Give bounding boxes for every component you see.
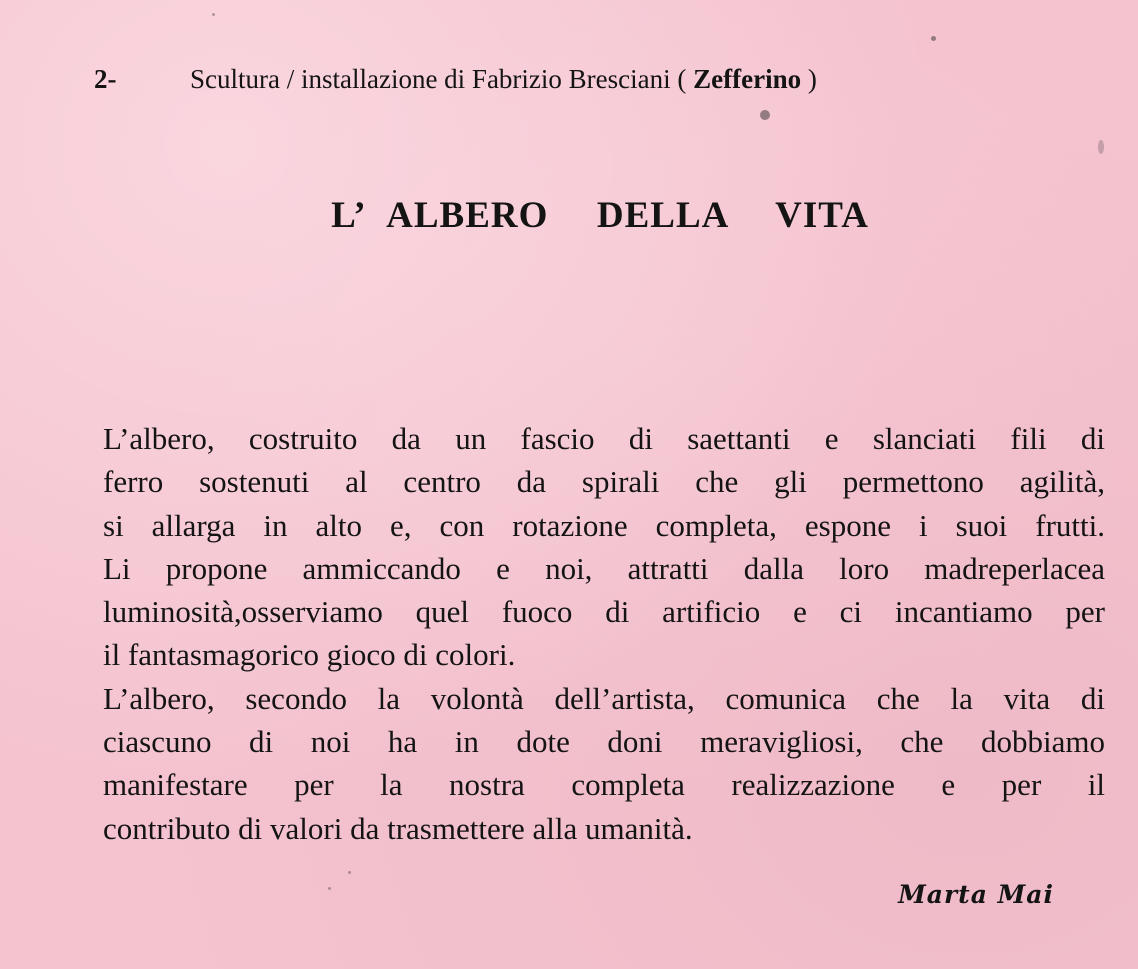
description-body [103, 417, 1105, 850]
page-title: L’ ALBERO DELLA VITA [331, 195, 869, 236]
text-line: L’albero, costruito da un fascio di saettanti e slanciati fili di [103, 421, 1105, 456]
text-line: L’albero, secondo la volontà dell’artista, comunica che la vita di [103, 680, 1105, 716]
speck-mark [1098, 140, 1104, 154]
text-line: contributo di valori da trasmettere alla umanità. [103, 810, 693, 846]
text-line: luminosità,osserviamo quel fuoco di artificio e ci incantiamo per [103, 594, 1105, 630]
text-line: manifestare per la nostra completa realizzazione e per il [103, 767, 1105, 803]
text-line: ferro sostenuti al centro da spirali che gli permettono agilità, [103, 464, 1105, 500]
artwork-description: Scultura / installazione di Fabrizio Bresciani ( [190, 64, 694, 94]
speck-mark [212, 13, 215, 16]
header-close-paren: ) [801, 64, 817, 94]
artwork-header [94, 64, 817, 95]
text-line: il fantasmagorico gioco di colori. [103, 637, 516, 673]
speck-mark [348, 871, 351, 874]
artist-nickname: Zefferino [693, 64, 802, 94]
author-signature: Marta Mai [898, 880, 1054, 909]
speck-mark [760, 110, 770, 120]
speck-mark [328, 887, 331, 890]
text-line: si allarga in alto e, con rotazione completa, espone i suoi frutti. [103, 507, 1105, 543]
item-number: 2- [94, 64, 117, 94]
text-line: Li propone ammiccando e noi, attratti dalla loro madreperlacea [103, 550, 1105, 586]
text-line: ciascuno di noi ha in dote doni meravigliosi, che dobbiamo [103, 724, 1105, 760]
speck-mark [931, 36, 936, 41]
